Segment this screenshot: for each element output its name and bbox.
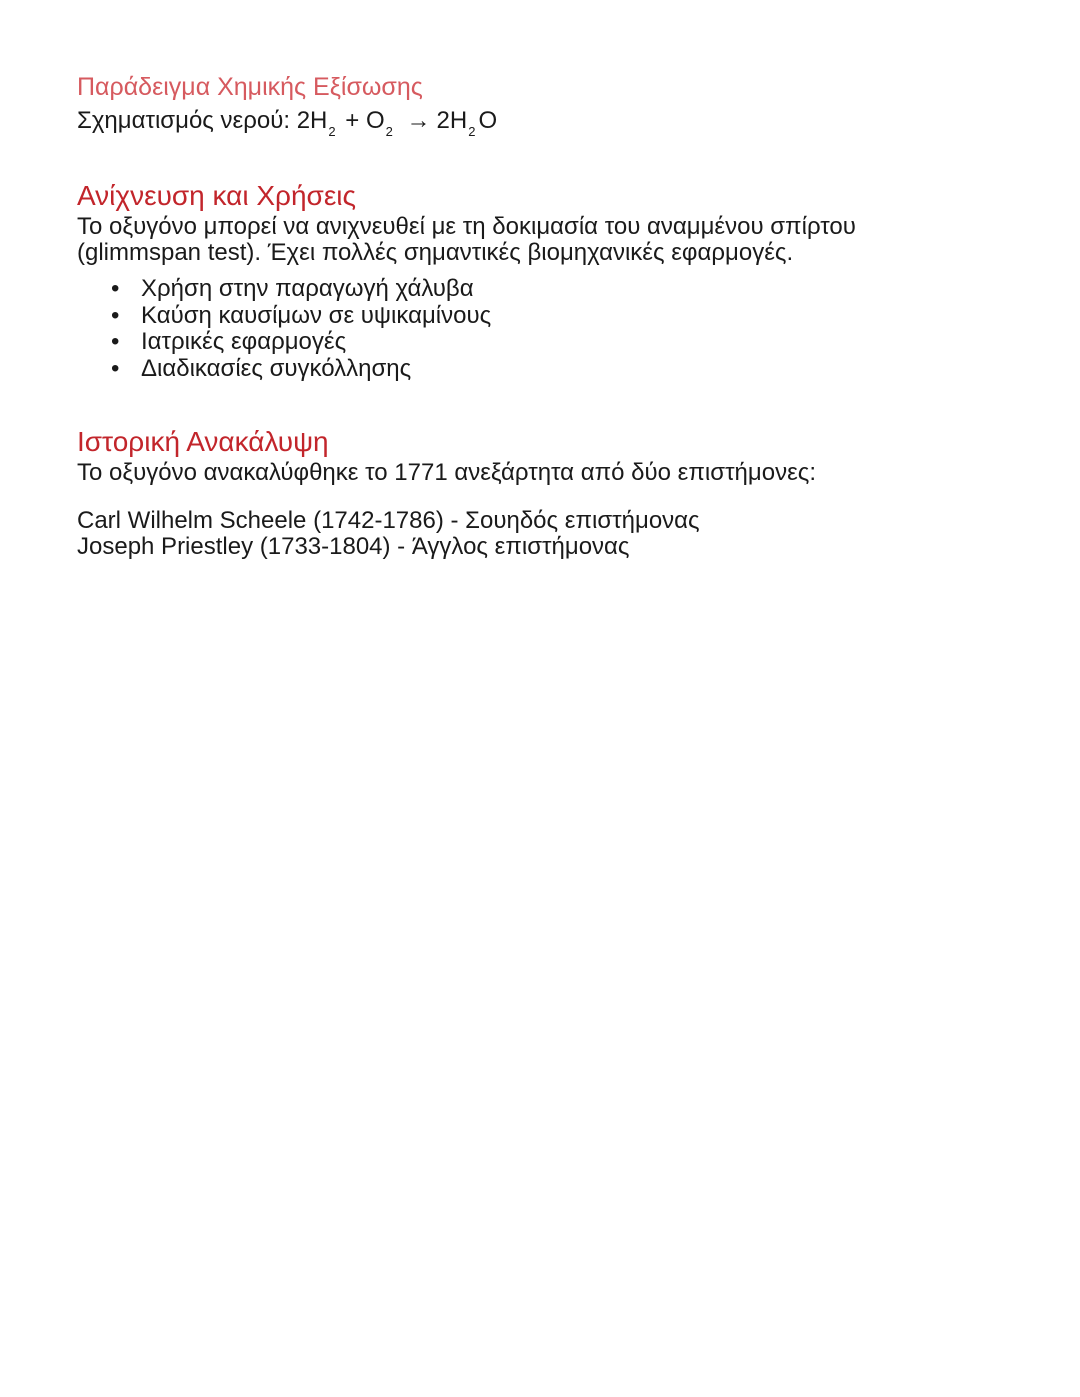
- equation-label: Σχηματισμός νερού:: [77, 107, 291, 134]
- bullet-icon: •: [111, 328, 120, 355]
- hydrogen-subscript: 2: [328, 124, 336, 139]
- uses-list: [77, 276, 1017, 382]
- historical-discovery-section: [77, 424, 1017, 560]
- list-item: • Διαδικασίες συγκόλλησης: [111, 354, 412, 382]
- detection-paragraph-line-2: (glimmspan test). Έχει πολλές σημαντικές βιομηχανικές εφαρμογές.: [77, 239, 794, 266]
- list-item: • Χρήση στην παραγωγή χάλυβα: [111, 275, 474, 302]
- history-intro: Το οξυγόνο ανακαλύφθηκε το 1771 ανεξάρτητα από δύο επιστήμονες:: [77, 459, 817, 486]
- detection-heading: Ανίχνευση και Χρήσεις: [77, 180, 357, 211]
- reactant-hydrogen: 2H: [296, 107, 328, 134]
- history-heading: Ιστορική Ανακάλυψη: [77, 426, 329, 457]
- scientist-scheele: Carl Wilhelm Scheele (1742-1786) - Σουηδός επιστήμονας: [77, 507, 700, 534]
- scientist-priestley: Joseph Priestley (1733-1804) - Άγγλος επιστήμονας: [77, 533, 630, 560]
- bullet-icon: •: [111, 275, 120, 302]
- water-formation-equation: [77, 104, 1017, 138]
- product-water: 2H: [436, 107, 468, 134]
- water-subscript: 2: [468, 124, 476, 139]
- detection-uses-section: [77, 178, 1017, 382]
- reactant-oxygen: O: [365, 107, 385, 134]
- list-item: • Καύση καυσίμων σε υψικαμίνους: [111, 301, 492, 329]
- equation-heading: Παράδειγμα Χημικής Εξίσωσης: [77, 73, 423, 101]
- list-item: • Ιατρικές εφαρμογές: [111, 328, 347, 355]
- bullet-icon: •: [111, 301, 120, 329]
- oxygen-subscript: 2: [385, 124, 393, 139]
- bullet-icon: •: [111, 354, 120, 382]
- document-page: [77, 70, 1017, 560]
- product-oxygen: O: [478, 107, 498, 134]
- reaction-arrow-icon: →: [406, 107, 431, 134]
- detection-paragraph-line-1: Το οξυγόνο μπορεί να ανιχνευθεί με τη δοκιμασία του αναμμένου σπίρτου: [77, 213, 856, 240]
- plus-sign: +: [345, 107, 360, 134]
- chemical-equation-section: [77, 70, 1017, 138]
